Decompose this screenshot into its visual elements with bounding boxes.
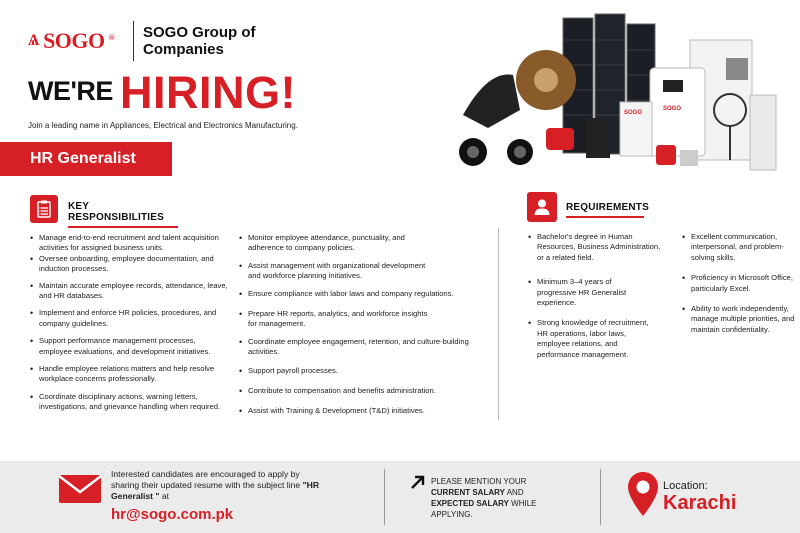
list-item: • Prepare HR reports, analytics, and workforce insights for management. — [239, 309, 429, 330]
company-name: SOGO Group of Companies — [143, 24, 256, 58]
list-item: • Maintain accurate employee records, attendance, leave, and HR databases. — [30, 281, 230, 302]
logo-text: SOGO — [43, 28, 105, 53]
air-cooler-image — [750, 95, 776, 170]
requirements-col2 — [682, 232, 797, 335]
headline-were: WE'RE — [28, 76, 113, 106]
responsibilities-col1 — [30, 233, 230, 413]
list-item: • Manage end-to-end recruitment and talent acquisition activities for assigned business units. — [30, 233, 230, 254]
location-city: Karachi — [663, 492, 737, 514]
salary-note — [431, 476, 546, 520]
brand-label-2: SOGO — [663, 106, 682, 112]
list-item: • Strong knowledge of recruitment, HR operations, labor laws, employee relations, and performance management. — [528, 318, 653, 360]
water-pump-image — [546, 128, 574, 150]
arrow-up-right-icon — [410, 474, 426, 495]
footer-divider-2 — [600, 469, 601, 525]
list-item: • Monitor employee attendance, punctuality, and adherence to company policies. — [239, 233, 439, 254]
list-item: • Contribute to compensation and benefits administration. — [239, 386, 471, 396]
responsibilities-col2 — [239, 233, 471, 417]
requirements-title: REQUIREMENTS — [566, 202, 644, 218]
current-salary-text: CURRENT SALARY — [431, 488, 505, 497]
map-pin-icon — [627, 471, 659, 522]
list-item: • Ensure compliance with labor laws and company regulations. — [239, 289, 471, 299]
list-item: • Support payroll processes. — [239, 366, 471, 376]
requirements-col1 — [528, 232, 668, 360]
logo-registered-mark: ® — [108, 32, 115, 42]
salary-note-pre: PLEASE MENTION YOUR — [431, 477, 527, 486]
user-icon — [527, 192, 557, 222]
salary-note-and: AND — [504, 488, 524, 497]
header-divider — [133, 21, 134, 61]
apply-subject: "HR Generalist " — [111, 480, 320, 501]
brand-label-1: SOGO — [624, 110, 643, 116]
role-title: HR Generalist — [0, 142, 172, 176]
clipboard-list-icon — [30, 195, 58, 223]
list-item: • Bachelor's degree in Human Resources, Business Administration, or a related field. — [528, 232, 668, 263]
apply-text: Interested candidates are encouraged to apply by sharing their updated resume with the subject line — [111, 469, 303, 490]
responsibilities-title: KEY RESPONSIBILITIES — [68, 201, 178, 228]
logo-mark: Ѧ — [28, 32, 40, 49]
small-appliance-image — [680, 150, 698, 166]
list-item: • Support performance management processes, employee evaluations, and development initiatives. — [30, 336, 230, 357]
section-divider — [498, 228, 499, 420]
list-item: • Excellent communication, interpersonal, and problem-solving skills. — [682, 232, 797, 263]
sogo-logo — [28, 28, 114, 54]
list-item: • Handle employee relations matters and help resolve workplace concerns professionally. — [30, 364, 230, 385]
apply-email-link[interactable]: hr@sogo.com.pk — [111, 506, 234, 523]
generator-image — [656, 145, 676, 165]
salary-note-post: WHILE APPLYING. — [431, 499, 537, 519]
list-item: • Coordinate employee engagement, retention, and culture-building activities. — [239, 337, 471, 358]
envelope-icon — [58, 474, 102, 509]
apply-instructions — [111, 469, 326, 502]
products-illustration — [458, 10, 793, 180]
scooter-image — [463, 75, 520, 129]
list-item: • Implement and enforce HR policies, procedures, and company guidelines. — [30, 308, 230, 329]
tagline: Join a leading name in Appliances, Electrical and Electronics Manufacturing. — [28, 121, 298, 130]
list-item: • Coordinate disciplinary actions, warning letters, investigations, and grievance handling when required. — [30, 392, 230, 413]
list-item: • Minimum 3–4 years of progressive HR Generalist experience. — [528, 277, 638, 308]
list-item: • Oversee onboarding, employee documentation, and induction processes. — [30, 254, 230, 275]
location-label: Location: — [663, 480, 708, 492]
list-item: • Ability to work independently, manage multiple priorities, and maintain confidentiality. — [682, 304, 797, 335]
drive-image — [586, 118, 610, 158]
footer-divider-1 — [384, 469, 385, 525]
apply-text-end: at — [159, 491, 170, 501]
list-item: • Assist with Training & Development (T&D) initiatives. — [239, 406, 471, 416]
list-item: • Proficiency in Microsoft Office, particularly Excel. — [682, 273, 797, 294]
headline-hiring: HIRING! — [120, 67, 296, 118]
expected-salary-text: EXPECTED SALARY — [431, 499, 509, 508]
list-item: • Assist management with organizational development and workforce planning initiatives. — [239, 261, 439, 282]
